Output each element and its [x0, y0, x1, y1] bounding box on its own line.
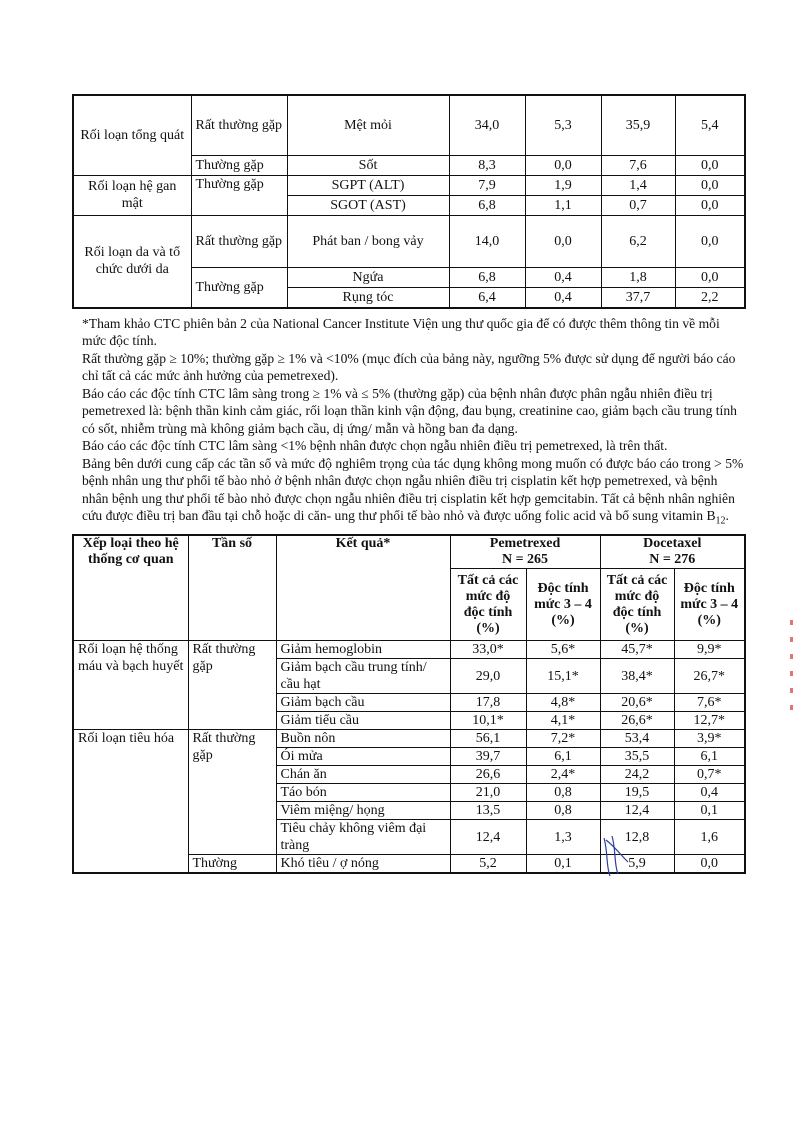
organ-group-cell: Rối loạn hệ thống máu và bạch huyết: [73, 641, 188, 730]
value-cell: 5,9: [600, 855, 674, 874]
result-cell: Giảm bạch cầu trung tính/ cầu hạt: [276, 659, 450, 694]
value-cell: 5,4: [675, 95, 745, 155]
value-cell: 19,5: [600, 784, 674, 802]
result-cell: Rụng tóc: [287, 287, 449, 308]
result-cell: Sốt: [287, 155, 449, 175]
result-cell: Ói mửa: [276, 748, 450, 766]
header-grade-3-4: Độc tính mức 3 – 4 (%): [526, 569, 600, 641]
note-ctc-reference: *Tham khảo CTC phiên bản 2 của National Cancer Institute Viện ung thư quốc gia để có được thêm thông tin về mỗi mức độc tính.: [82, 315, 720, 348]
value-cell: 1,4: [601, 175, 675, 195]
value-cell: 7,6: [601, 155, 675, 175]
value-cell: 35,5: [600, 748, 674, 766]
header-frequency: Tần số: [188, 535, 276, 641]
value-cell: 12,7*: [674, 712, 745, 730]
value-cell: 13,5: [450, 802, 526, 820]
value-cell: 1,3: [526, 820, 600, 855]
value-cell: 6,8: [449, 267, 525, 287]
result-cell: Viêm miệng/ họng: [276, 802, 450, 820]
result-cell: Phát ban / bong vảy: [287, 215, 449, 267]
result-cell: Buồn nôn: [276, 730, 450, 748]
frequency-cell: Rất thường gặp: [191, 215, 287, 267]
frequency-cell: Thường gặp: [191, 267, 287, 308]
value-cell: 7,9: [449, 175, 525, 195]
result-cell: Tiêu chảy không viêm đại tràng: [276, 820, 450, 855]
value-cell: 39,7: [450, 748, 526, 766]
result-cell: Ngứa: [287, 267, 449, 287]
note-table-intro: [82, 455, 744, 531]
value-cell: 0,0: [675, 215, 745, 267]
value-cell: 6,2: [601, 215, 675, 267]
drug-name: Pemetrexed: [489, 536, 561, 552]
header-docetaxel: [600, 535, 745, 569]
subscript: 12: [715, 515, 726, 527]
value-cell: 0,4: [674, 784, 745, 802]
value-cell: 38,4*: [600, 659, 674, 694]
frequency-cell: Rất thường gặp: [188, 641, 276, 730]
note-table-intro-text: Bảng bên dưới cung cấp các tần số và mức độ nghiêm trọng của tác dụng không mong muốn có được báo cáo trong > 5% bệnh nhân ung thư phổi tế bào nhỏ ở bệnh nhân được chọn ngẫu nhiên điều trị cisplatin kết hợp pemetrexed, và bệnh nhân bệnh ung thư phổi tế bào nhỏ được chọn ngẫu nhiên điều trị cisplatin kết hợp gemcitabin. Tất cả bệnh nhân nghiên cứu được điều trị ban đầu tại chỗ hoặc di căn- ung thư phổi tế bào nhỏ và được uống folic acid và bổ sung vitamin B: [82, 455, 744, 523]
result-cell: Giảm tiểu cầu: [276, 712, 450, 730]
note-rare-toxicities: Báo cáo các độc tính CTC lâm sàng <1% bệnh nhân được chọn ngẫu nhiên điều trị pemetrexed, là trên thất.: [82, 438, 668, 453]
value-cell: 0,0: [675, 267, 745, 287]
note-end: .: [725, 508, 729, 523]
adverse-effects-table-continued: [72, 94, 746, 309]
table-row: [73, 95, 745, 155]
drug-name: Docetaxel: [643, 536, 702, 552]
footnotes: [82, 315, 744, 531]
value-cell: 1,6: [674, 820, 745, 855]
header-organ-class: Xếp loại theo hệ thống cơ quan: [73, 535, 188, 641]
header-grade-3-4: Độc tính mức 3 – 4 (%): [674, 569, 745, 641]
value-cell: 0,0: [525, 215, 601, 267]
value-cell: 26,7*: [674, 659, 745, 694]
value-cell: 6,1: [526, 748, 600, 766]
value-cell: 1,9: [525, 175, 601, 195]
value-cell: 35,9: [601, 95, 675, 155]
note-common-toxicities: Báo cáo các độc tính CTC lâm sàng trong ≥ 1% và ≤ 5% (thường gặp) của bệnh nhân được phân ngẫu nhiên điều trị pemetrexed là: bệnh thần kinh cảm giác, rối loạn thần kinh vận động, đau bụng, creatinine cao, giảm bạch cầu trung tính có sốt, nhiễm trùng mà không giảm bạch cầu, dị ứng/ mẫn và hồng ban đa dạng.: [82, 385, 737, 436]
value-cell: 0,1: [674, 802, 745, 820]
value-cell: 0,4: [525, 267, 601, 287]
table-header-row: [73, 535, 745, 569]
value-cell: 2,4*: [526, 766, 600, 784]
value-cell: 0,1: [526, 855, 600, 874]
result-cell: SGOT (AST): [287, 195, 449, 215]
value-cell: 0,0: [675, 155, 745, 175]
drug-n: N = 276: [649, 552, 696, 568]
value-cell: 26,6: [450, 766, 526, 784]
value-cell: 9,9*: [674, 641, 745, 659]
value-cell: 0,7: [601, 195, 675, 215]
header-pemetrexed: [450, 535, 600, 569]
value-cell: 26,6*: [600, 712, 674, 730]
result-cell: Chán ăn: [276, 766, 450, 784]
frequency-cell: Rất thường gặp: [188, 730, 276, 855]
value-cell: 0,7*: [674, 766, 745, 784]
value-cell: 5,2: [450, 855, 526, 874]
scan-artifact: [790, 620, 794, 760]
value-cell: 34,0: [449, 95, 525, 155]
value-cell: 1,8: [601, 267, 675, 287]
drug-n: N = 265: [501, 552, 549, 568]
value-cell: 6,1: [674, 748, 745, 766]
table-row: [73, 730, 745, 748]
result-cell: Mệt mỏi: [287, 95, 449, 155]
value-cell: 7,6*: [674, 694, 745, 712]
organ-group-cell: Rối loạn hệ gan mật: [73, 175, 191, 215]
value-cell: 12,8: [600, 820, 674, 855]
value-cell: 0,8: [526, 802, 600, 820]
value-cell: 53,4: [600, 730, 674, 748]
frequency-cell: Thường: [188, 855, 276, 874]
value-cell: 12,4: [600, 802, 674, 820]
result-cell: Giảm hemoglobin: [276, 641, 450, 659]
value-cell: 5,6*: [526, 641, 600, 659]
value-cell: 5,3: [525, 95, 601, 155]
handwritten-mark: [600, 832, 636, 880]
value-cell: 8,3: [449, 155, 525, 175]
result-cell: Khó tiêu / ợ nóng: [276, 855, 450, 874]
value-cell: 7,2*: [526, 730, 600, 748]
header-all-grades: Tất cả các mức độ độc tính (%): [450, 569, 526, 641]
value-cell: 6,8: [449, 195, 525, 215]
table-row: [73, 175, 745, 195]
value-cell: 0,8: [526, 784, 600, 802]
value-cell: 45,7*: [600, 641, 674, 659]
value-cell: 0,0: [674, 855, 745, 874]
header-all-grades: Tất cả các mức độ độc tính (%): [600, 569, 674, 641]
value-cell: 1,1: [525, 195, 601, 215]
frequency-cell: Thường gặp: [191, 175, 287, 215]
value-cell: 14,0: [449, 215, 525, 267]
value-cell: 15,1*: [526, 659, 600, 694]
organ-group-cell: Rối loạn da và tổ chức dưới da: [73, 215, 191, 308]
adverse-effects-table: [72, 534, 746, 874]
value-cell: 17,8: [450, 694, 526, 712]
value-cell: 0,0: [525, 155, 601, 175]
value-cell: 10,1*: [450, 712, 526, 730]
result-cell: Táo bón: [276, 784, 450, 802]
frequency-cell: Thường gặp: [191, 155, 287, 175]
value-cell: 21,0: [450, 784, 526, 802]
note-frequency-definition: Rất thường gặp ≥ 10%; thường gặp ≥ 1% và <10% (mục đích của bảng này, ngưỡng 5% được sử dụng để người báo cáo chỉ tất cả các mức ảnh hưởng của pemetrexed).: [82, 350, 736, 383]
value-cell: 37,7: [601, 287, 675, 308]
frequency-cell: Rất thường gặp: [191, 95, 287, 155]
header-result: Kết quả*: [276, 535, 450, 641]
value-cell: 24,2: [600, 766, 674, 784]
table-row: [73, 641, 745, 659]
value-cell: 3,9*: [674, 730, 745, 748]
value-cell: 2,2: [675, 287, 745, 308]
value-cell: 33,0*: [450, 641, 526, 659]
value-cell: 4,1*: [526, 712, 600, 730]
value-cell: 20,6*: [600, 694, 674, 712]
result-cell: SGPT (ALT): [287, 175, 449, 195]
organ-group-cell: Rối loạn tổng quát: [73, 95, 191, 175]
result-cell: Giảm bạch cầu: [276, 694, 450, 712]
value-cell: 0,4: [525, 287, 601, 308]
value-cell: 29,0: [450, 659, 526, 694]
value-cell: 6,4: [449, 287, 525, 308]
table-row: [73, 215, 745, 267]
value-cell: 4,8*: [526, 694, 600, 712]
document-page: [72, 94, 744, 874]
value-cell: 12,4: [450, 820, 526, 855]
value-cell: 0,0: [675, 175, 745, 195]
value-cell: 56,1: [450, 730, 526, 748]
organ-group-cell: Rối loạn tiêu hóa: [73, 730, 188, 874]
value-cell: 0,0: [675, 195, 745, 215]
